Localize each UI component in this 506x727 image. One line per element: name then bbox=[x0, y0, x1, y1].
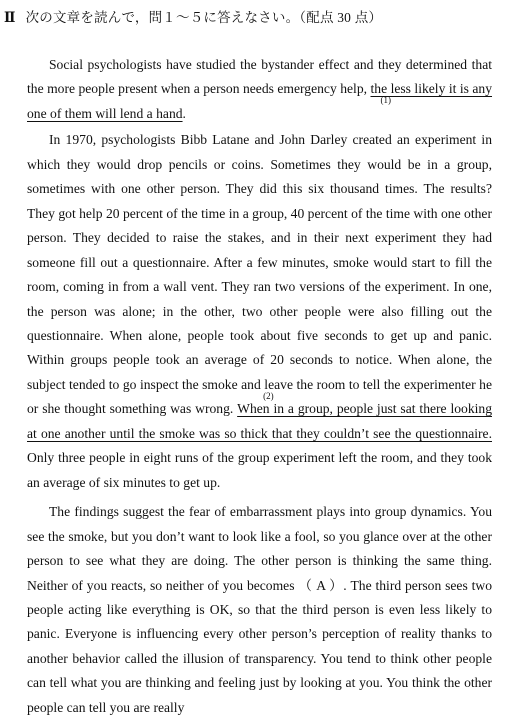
paragraph-1-end: . bbox=[182, 105, 186, 121]
question-instruction: 次の文章を読んで，問１～５に答えなさい。（配点 30 点） bbox=[25, 10, 383, 25]
paragraph-2 bbox=[27, 128, 492, 495]
paragraph-1-text: Social psychologists have studied the bystander effect and they determined that the more people present when a person needs emergency help, bbox=[27, 57, 492, 97]
paragraph-1 bbox=[27, 53, 492, 126]
paragraph-2-end: Only three people in eight runs of the group experiment left the room, and they took an average of six minutes to get up. bbox=[27, 450, 492, 490]
paragraph-3 bbox=[27, 500, 492, 720]
question-header bbox=[4, 6, 382, 26]
marker-2: (2) bbox=[263, 391, 274, 402]
marker-1: (1) bbox=[380, 95, 391, 106]
underlined-phrase-1-text: the less likely it is any one of them will lend a hand bbox=[27, 81, 493, 121]
reading-passage bbox=[27, 53, 492, 720]
paragraph-2-text: In 1970, psychologists Bibb Latane and John Darley created an experiment in which they would drop pencils or coins. Sometimes they would be in a group, sometimes with one other person. They did this six thousand times. The results? They got help 20 percent of the time in a group, 40 percent of the time with one other person. They decided to raise the stakes, and in their next experiment they had someone fill out a questionnaire. After a few minutes, smoke would start to fill the room, coming in from a wall vent. They ran two versions of the experiment. In one, the person was alone; in the other, two other people were also filling out the questionnaire. When alone, people took about five seconds to get up and panic. Within groups people took an average of 20 seconds to notice. When alone, the subject tended to go inspect the smoke and leave the room to tell the experimenter he or she thought something was wrong. bbox=[27, 132, 492, 417]
paragraph-3-text: The findings suggest the fear of embarrassment plays into group dynamics. You see the smoke, but you don’t want to look like a fool, so you glance over at the other person to see what they are doing. The other person is thinking the same thing. Neither of you reacts, so neither of you becomes （ A ）. The third person sees two people acting like everything is OK, so that the third person is even less likely to panic. Everyone is influencing every other person’s perception of reality thanks to another behavior called the illusion of transparency. You tend to think other people can tell what you are thinking and feeling just by looking at you. You think the other people can tell you are really bbox=[27, 504, 492, 715]
section-number: Ⅱ bbox=[4, 10, 16, 25]
underlined-phrase-2-text: When in a group, people just sat there looking at one another until the smoke was so thick that they couldn’t see the questionnaire. bbox=[27, 401, 492, 441]
